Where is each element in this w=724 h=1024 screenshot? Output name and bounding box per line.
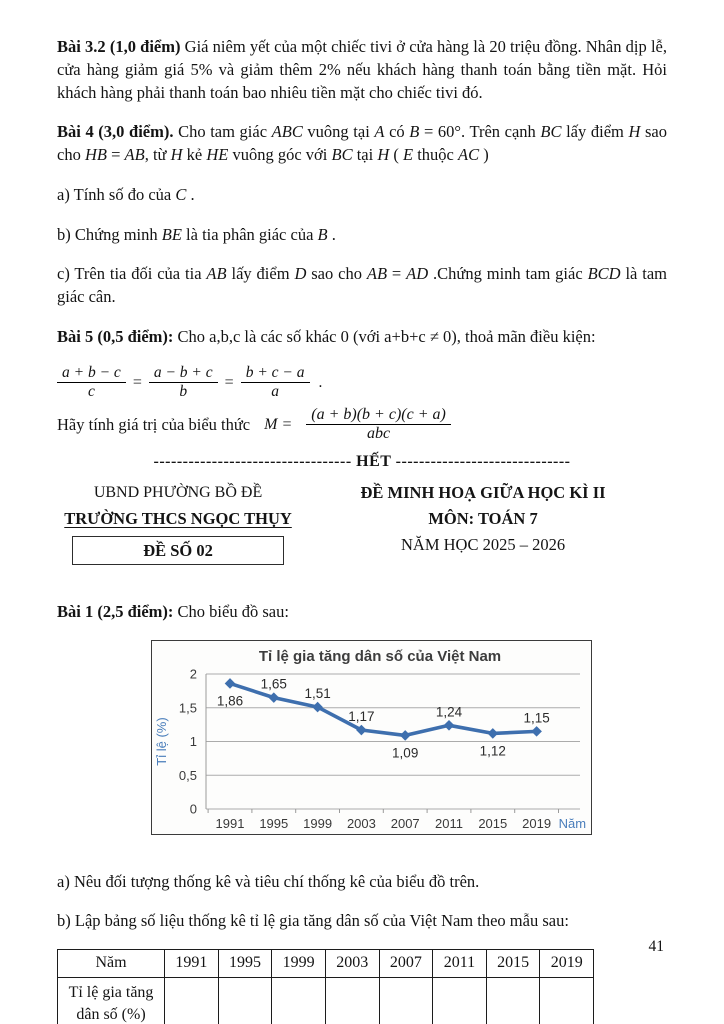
- data-point-label: 1,65: [260, 676, 287, 692]
- x-tick-label: 2007: [390, 815, 420, 831]
- table-empty-cell: [379, 977, 433, 1024]
- population-growth-chart: [151, 640, 592, 835]
- table-header-cell: Năm: [58, 949, 165, 977]
- problem-4: Bài 4 (3,0 điểm). Cho tam giác ABC vuông tại A có B = 60°. Trên cạnh BC lấy điểm H sao cho HB = AB, từ H kẻ HE vuông góc với BC tại H ( E thuộc AC ): [57, 122, 667, 164]
- fraction-1: $\frac{a + b - c}{c}$: [57, 364, 126, 401]
- problem-4a: a) Tính số đo của C .: [57, 185, 195, 204]
- header-subject: MÔN: TOÁN 7: [428, 509, 538, 528]
- equals-sign: =: [224, 373, 234, 391]
- y-tick-label: 0,5: [178, 767, 197, 783]
- table-empty-cell: [272, 977, 326, 1024]
- exam-header: [57, 478, 667, 565]
- data-point-marker: [400, 730, 411, 741]
- y-tick-label: 1,5: [178, 699, 197, 715]
- data-point-label: 1,24: [435, 703, 463, 719]
- question-b: b) Lập bảng số liệu thống kê tỉ lệ gia tăng dân số của Việt Nam theo mẫu sau:: [57, 911, 569, 930]
- table-header-cell: 1995: [218, 949, 272, 977]
- table-row-label: Tỉ lệ gia tăng dân số (%): [58, 977, 165, 1024]
- header-exam-block: [299, 478, 667, 565]
- population-data-table: [57, 949, 594, 1024]
- y-tick-label: 2: [189, 666, 197, 681]
- page-content: [57, 18, 667, 1024]
- y-tick-label: 1: [189, 733, 197, 749]
- problem-5-expression: Hãy tính giá trị của biểu thức M = $\frac{(a + b)(b + c)(c + a)}{\text{abc}}$: [57, 406, 667, 443]
- population-growth-chart-svg: [152, 641, 590, 833]
- table-header-cell: 2003: [325, 949, 379, 977]
- table-header-cell: 2019: [540, 949, 594, 977]
- table-empty-cell: [433, 977, 487, 1024]
- fraction-m: $\frac{(a + b)(b + c)(c + a)}{\text{abc}}$: [306, 406, 451, 443]
- problem-5-equation: [57, 364, 667, 401]
- data-point-label: 1,12: [479, 742, 506, 758]
- data-point-marker: [531, 726, 542, 737]
- x-tick-label: 2015: [478, 815, 508, 831]
- y-axis-label: Tỉ lệ (%): [154, 716, 169, 766]
- table-header-cell: 2015: [486, 949, 540, 977]
- table-empty-cell: [540, 977, 594, 1024]
- equals-sign: =: [132, 373, 142, 391]
- x-tick-label: 2003: [346, 815, 376, 831]
- fraction-3: $\frac{b + c - a}{a}$: [241, 364, 310, 401]
- data-point-marker: [269, 692, 280, 703]
- data-point-label: 1,15: [523, 709, 550, 725]
- data-point-label: 1,09: [392, 744, 419, 760]
- header-district: UBND PHƯỜNG BỒ ĐỀ: [93, 484, 263, 501]
- equation-period: .: [318, 373, 323, 391]
- header-school-block: [57, 478, 299, 565]
- table-empty-cell: [165, 977, 219, 1024]
- table-header-cell: 1999: [272, 949, 326, 977]
- data-point-marker: [225, 678, 236, 689]
- table-header-cell: 2011: [433, 949, 487, 977]
- divider-dashes-right: ------------------------------: [395, 453, 571, 470]
- problem-1: Bài 1 (2,5 điểm): Cho biểu đồ sau:: [57, 602, 289, 621]
- m-equals: M =: [264, 415, 293, 433]
- header-school-year: NĂM HỌC 2025 – 2026: [400, 535, 566, 554]
- data-point-marker: [488, 728, 499, 739]
- chart-title: Tỉ lệ gia tăng dân số của Việt Nam: [258, 647, 502, 665]
- table-value-row: [58, 977, 594, 1024]
- x-tick-label: 1995: [259, 815, 289, 831]
- table-empty-cell: [486, 977, 540, 1024]
- x-tick-label: 1991: [215, 815, 245, 831]
- divider-dashes-left: ----------------------------------: [153, 453, 352, 470]
- header-school-name: TRƯỜNG THCS NGỌC THỤY: [64, 509, 292, 528]
- x-tick-label: 1999: [303, 815, 333, 831]
- table-header-row: [58, 949, 594, 977]
- page-number: 41: [648, 938, 664, 955]
- data-point-label: 1,86: [216, 692, 244, 708]
- problem-5-intro: Bài 5 (0,5 điểm): Cho a,b,c là các số khác 0 (với a+b+c ≠ 0), thoả mãn điều kiện:: [57, 326, 596, 346]
- problem-4b: b) Chứng minh BE là tia phân giác của B .: [57, 224, 336, 244]
- table-empty-cell: [325, 977, 379, 1024]
- end-divider: [57, 450, 667, 473]
- y-tick-label: 0: [189, 801, 197, 816]
- data-point-marker: [444, 720, 455, 731]
- problem-3-2: Bài 3.2 (1,0 điểm) Giá niêm yết của một chiếc tivi ở cửa hàng là 20 triệu đồng. Nhân dịp lễ, cửa hàng giảm giá 5% và giảm thêm 2% nếu khách hàng thanh toán bằng tiền mặt. Hỏi khách hàng phải thanh toán bao nhiêu tiền mặt cho chiếc tivi đó.: [57, 36, 667, 102]
- header-exam-title: ĐỀ MINH HOẠ GIỮA HỌC KÌ II: [360, 483, 606, 502]
- question-a: a) Nêu đối tượng thống kê và tiêu chí thống kê của biểu đồ trên.: [57, 871, 480, 891]
- table-header-cell: 1991: [165, 949, 219, 977]
- table-empty-cell: [218, 977, 272, 1024]
- fraction-2: $\frac{a - b + c}{b}$: [149, 364, 218, 401]
- x-axis-label: Năm: [558, 815, 587, 831]
- data-point-label: 1,17: [348, 708, 375, 724]
- data-point-label: 1,51: [304, 685, 331, 701]
- problem-4c: c) Trên tia đối của tia AB lấy điểm D sao cho AB = AD .Chứng minh tam giác BCD là tam giác cân.: [57, 264, 667, 306]
- x-tick-label: 2011: [435, 815, 463, 831]
- table-header-cell: 2007: [379, 949, 433, 977]
- divider-label: HẾT: [356, 453, 392, 470]
- x-tick-label: 2019: [522, 815, 552, 831]
- exam-code-box: ĐỀ SỐ 02: [72, 536, 284, 565]
